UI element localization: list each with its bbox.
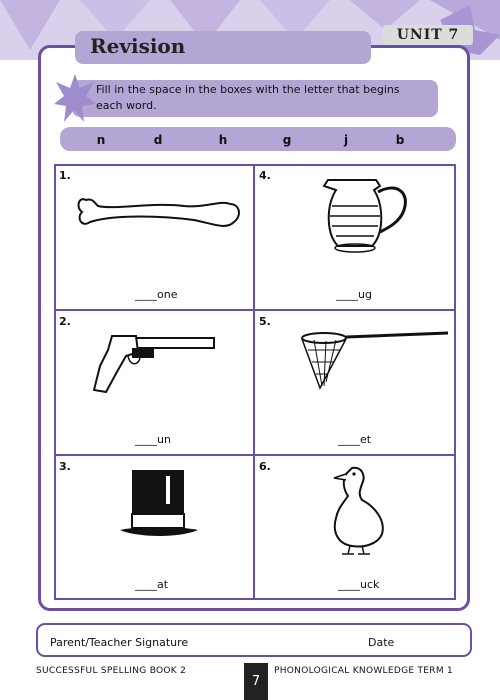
letter-option: j <box>343 133 349 147</box>
item-number: 5. <box>259 315 271 328</box>
grid-divider <box>54 454 456 456</box>
gun-icon <box>92 330 216 396</box>
instruction-text: Fill in the space in the boxes with the letter that begins each word. <box>96 83 400 112</box>
word-blank: ____at <box>135 578 169 591</box>
item-number: 2. <box>59 315 71 328</box>
grid-divider <box>253 164 255 600</box>
grid-divider <box>54 309 456 311</box>
duck-icon <box>328 464 388 556</box>
letter-option: d <box>153 133 163 147</box>
jug-icon <box>318 176 410 254</box>
signature-label: Parent/Teacher Signature <box>50 636 189 649</box>
item-number: 1. <box>59 169 71 182</box>
letter-option: n <box>96 133 106 147</box>
word-blank: ____et <box>338 433 372 446</box>
starburst-icon <box>54 74 96 122</box>
word-blank: ____one <box>135 288 178 301</box>
word-blank: ____un <box>135 433 171 446</box>
section-title: PHONOLOGICAL KNOWLEDGE TERM 1 <box>274 666 454 676</box>
hat-icon <box>118 468 200 542</box>
letter-option: g <box>282 133 292 147</box>
book-title: SUCCESSFUL SPELLING BOOK 2 <box>36 666 187 676</box>
unit-label: UNIT 7 <box>383 25 473 45</box>
bone-icon <box>74 190 244 235</box>
net-icon <box>300 330 450 392</box>
item-number: 6. <box>259 460 271 473</box>
word-blank: ____uck <box>338 578 380 591</box>
letter-option: h <box>218 133 228 147</box>
page-number: 7 <box>244 663 268 700</box>
page-title: Revision <box>90 34 186 58</box>
word-blank: ____ug <box>336 288 372 301</box>
letter-option: b <box>395 133 405 147</box>
item-number: 3. <box>59 460 71 473</box>
date-label: Date <box>368 636 395 649</box>
item-number: 4. <box>259 169 271 182</box>
